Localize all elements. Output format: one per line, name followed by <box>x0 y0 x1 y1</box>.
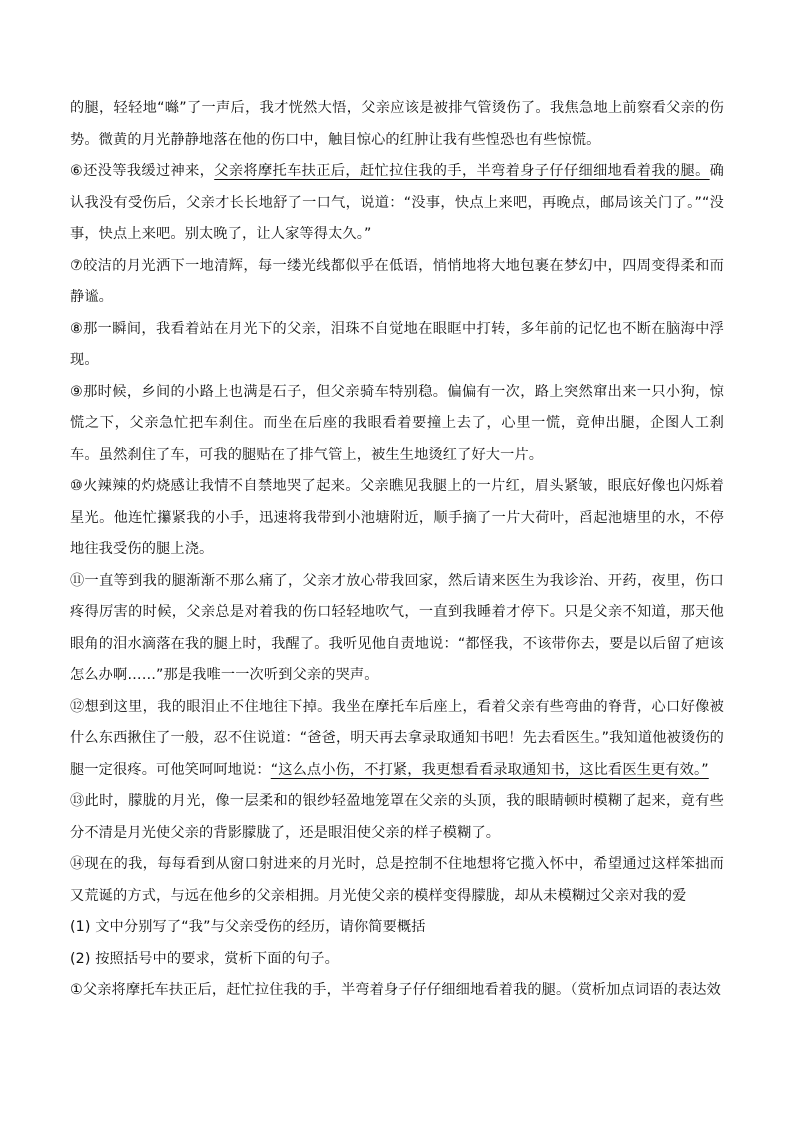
paragraph-text: ⑬此时，朦胧的月光，像一层柔和的银纱轻盈地笼罩在父亲的头顶，我的眼睛顿时模糊了起来，竟有些分不清是月光使父亲的背影朦胧了，还是眼泪使父亲的样子模糊了。 <box>70 793 724 841</box>
paragraph-text: 的腿，轻轻地“噝”了一声后，我才恍然大悟，父亲应该是被排气管烫伤了。我焦急地上前察看父亲的伤势。微黄的月光静静地落在他的伤口中，触目惊心的红肿让我有些惶恐也有些惊慌。 <box>70 100 724 148</box>
paragraph-text: ⑦皎洁的月光洒下一地清辉，每一缕光线都似乎在低语，悄悄地将大地包裹在梦幻中，四周变得柔和而静谧。 <box>70 257 724 305</box>
paragraph-text: 确认我没有受伤后，父亲才长长地舒了一口气，说道：“没事，快点上来吧，再晚点，邮局该关门了。”“没事，快点上来吧。别太晚了，让人家等得太久。” <box>70 163 724 242</box>
paragraph-text: (2) 按照括号中的要求，赏析下面的句子。 <box>70 950 339 967</box>
paragraph <box>70 849 724 912</box>
paragraph <box>70 314 724 377</box>
paragraph-text: (1) 文中分别写了“我”与父亲受伤的经历，请你简要概括 <box>70 919 426 935</box>
paragraph <box>70 566 724 692</box>
paragraph <box>70 944 724 976</box>
paragraph-text: ⑪一直等到我的腿渐渐不那么痛了，父亲才放心带我回家，然后请来医生为我诊治、开药，夜里，伤口疼得厉害的时候，父亲总是对着我的伤口轻轻地吹气，一直到我睡着才停下。只是父亲不知道，那天他眼角的泪水滴落在我的腿上时，我醒了。我听见他自责地说：“都怪我，不该带你去，要是以后留了疤该怎么办啊……”那是我唯一一次听到父亲的哭声。 <box>70 572 724 683</box>
paragraph-text: ⑩火辣辣的灼烧感让我情不自禁地哭了起来。父亲瞧见我腿上的一片红，眉头紧皱，眼底好像也闪烁着星光。他连忙攥紧我的小手，迅速将我带到小池塘附近，顺手摘了一片大荷叶，舀起池塘里的水，不停地往我受伤的腿上浇。 <box>70 478 724 557</box>
document-body <box>70 93 724 1007</box>
paragraph-text: ⑨那时候，乡间的小路上也满是石子，但父亲骑车特别稳。偏偏有一次，路上突然窜出来一只小狗，惊慌之下，父亲急忙把车刹住。而坐在后座的我眼看着要撞上去了，心里一慌，竟伸出腿，企图人工刹车。虽然刹住了车，可我的腿贴在了排气管上，被生生地烫红了好大一片。 <box>70 383 724 463</box>
underlined-sentence: 父亲将摩托车扶正后，赶忙拉住我的手，半弯着身子仔仔细细地看着我的腿。 <box>214 163 710 179</box>
paragraph <box>70 93 724 156</box>
paragraph <box>70 692 724 787</box>
paragraph-text: ①父亲将摩托车扶正后，赶忙拉住我的手，半弯着身子仔仔细细地看着我的腿。（赏析加点词语的表达效 <box>70 982 721 998</box>
paragraph-text: ⑭现在的我，每每看到从窗口射进来的月光时，总是控制不住地想将它揽入怀中，希望通过这样笨拙而又荒诞的方式，与远在他乡的父亲相拥。月光使父亲的模样变得朦胧，却从未模糊过父亲对我的爱 <box>70 856 724 904</box>
paragraph-text: ⑫想到这里，我的眼泪止不住地往下掉。我坐在摩托车后座上，看着父亲有些弯曲的脊背，心口好像被什么东西揪住了一般，忍不住说道：“爸爸，明天再去拿录取通知书吧！先去看医生。”我知道他被烫伤的腿一定很疼。可他笑呵呵地说： <box>70 698 724 778</box>
paragraph <box>70 377 724 472</box>
paragraph <box>70 912 724 944</box>
paragraph <box>70 786 724 849</box>
paragraph <box>70 975 724 1007</box>
paragraph <box>70 156 724 251</box>
paragraph <box>70 251 724 314</box>
paragraph-text: ⑧那一瞬间，我看着站在月光下的父亲，泪珠不自觉地在眼眶中打转，多年前的记忆也不断在脑海中浮现。 <box>70 320 724 368</box>
underlined-sentence: “这么点小伤，不打紧，我更想看看录取通知书，这比看医生更有效。” <box>270 761 709 778</box>
paragraph-text: ⑥还没等我缓过神来， <box>70 163 215 179</box>
paragraph <box>70 471 724 566</box>
